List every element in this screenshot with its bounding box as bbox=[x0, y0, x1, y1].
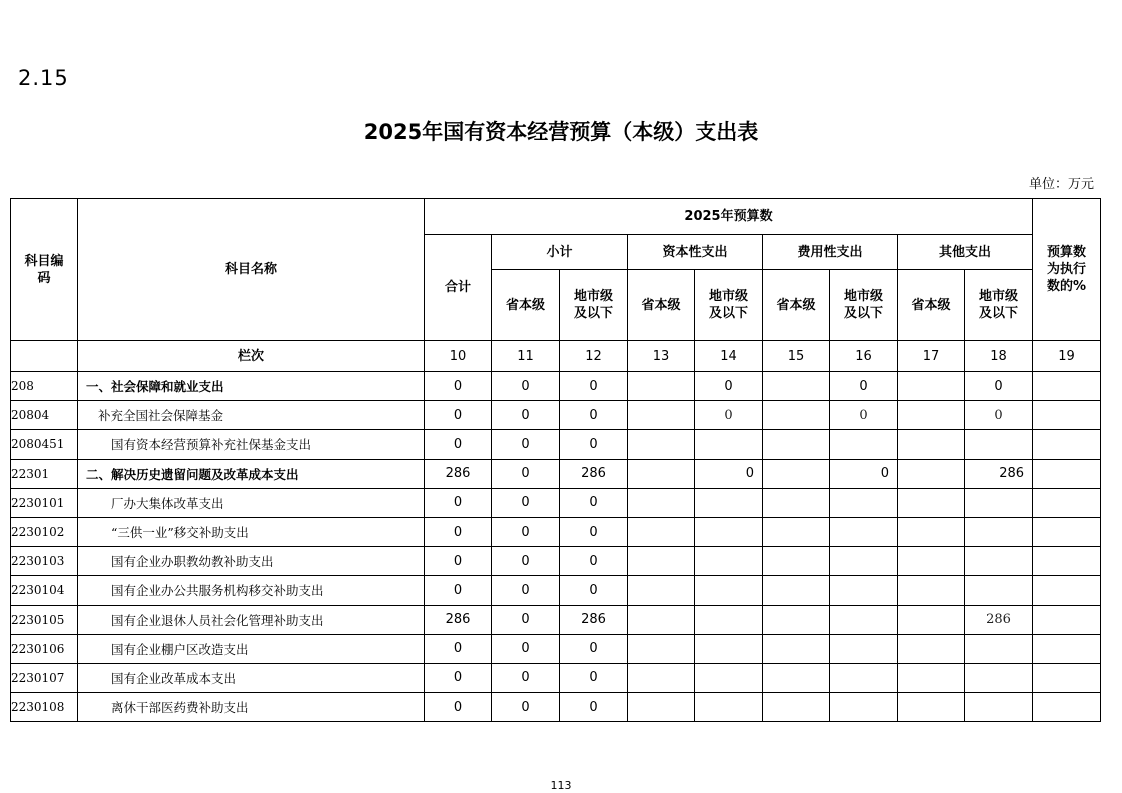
column-index-cell: 10 bbox=[425, 341, 492, 372]
row-value-col-17 bbox=[898, 634, 965, 663]
row-value-col-19 bbox=[1033, 605, 1101, 634]
column-index-cell: 11 bbox=[492, 341, 560, 372]
row-value-col-16 bbox=[830, 517, 898, 546]
row-value-col-18: 286 bbox=[965, 605, 1033, 634]
row-value-col-13 bbox=[628, 372, 695, 401]
row-value-col-12: 0 bbox=[560, 634, 628, 663]
row-value-col-13 bbox=[628, 693, 695, 722]
column-index-label: 栏次 bbox=[78, 341, 425, 372]
row-value-col-13 bbox=[628, 663, 695, 692]
header-subtotal-municipal: 地市级及以下 bbox=[560, 270, 628, 341]
row-value-col-15 bbox=[763, 372, 830, 401]
row-value-col-16: 0 bbox=[830, 372, 898, 401]
row-code: 20804 bbox=[11, 401, 78, 430]
row-value-col-11: 0 bbox=[492, 459, 560, 488]
row-value-col-16 bbox=[830, 488, 898, 517]
row-value-col-13 bbox=[628, 576, 695, 605]
row-value-col-10: 0 bbox=[425, 372, 492, 401]
row-value-col-10: 0 bbox=[425, 634, 492, 663]
row-value-col-10: 286 bbox=[425, 459, 492, 488]
table-row bbox=[11, 693, 1101, 722]
row-value-col-15 bbox=[763, 517, 830, 546]
header-name: 科目名称 bbox=[78, 199, 425, 341]
row-value-col-14: 0 bbox=[695, 459, 763, 488]
row-name: 国有企业办职教幼教补助支出 bbox=[78, 547, 425, 576]
header-capital-municipal: 地市级及以下 bbox=[695, 270, 763, 341]
row-value-col-15 bbox=[763, 459, 830, 488]
column-index-cell: 12 bbox=[560, 341, 628, 372]
row-value-col-19 bbox=[1033, 401, 1101, 430]
row-value-col-10: 0 bbox=[425, 576, 492, 605]
column-index-cell: 16 bbox=[830, 341, 898, 372]
row-name: 厂办大集体改革支出 bbox=[78, 488, 425, 517]
row-name: 国有企业办公共服务机构移交补助支出 bbox=[78, 576, 425, 605]
row-name: 二、解决历史遗留问题及改革成本支出 bbox=[78, 459, 425, 488]
row-value-col-15 bbox=[763, 547, 830, 576]
budget-table bbox=[10, 198, 1101, 722]
row-value-col-15 bbox=[763, 488, 830, 517]
row-value-col-14 bbox=[695, 634, 763, 663]
row-value-col-14 bbox=[695, 547, 763, 576]
row-value-col-14 bbox=[695, 693, 763, 722]
column-index-blank bbox=[11, 341, 78, 372]
row-code: 2230104 bbox=[11, 576, 78, 605]
header-ratio: 预算数为执行数的% bbox=[1033, 199, 1101, 341]
header-total: 合计 bbox=[425, 235, 492, 341]
row-value-col-13 bbox=[628, 459, 695, 488]
row-code: 2230102 bbox=[11, 517, 78, 546]
table-row bbox=[11, 459, 1101, 488]
row-name: 补充全国社会保障基金 bbox=[78, 401, 425, 430]
row-value-col-11: 0 bbox=[492, 372, 560, 401]
row-value-col-11: 0 bbox=[492, 576, 560, 605]
row-value-col-15 bbox=[763, 430, 830, 459]
row-value-col-10: 0 bbox=[425, 547, 492, 576]
header-other-provincial: 省本级 bbox=[898, 270, 965, 341]
row-name: “三供一业”移交补助支出 bbox=[78, 517, 425, 546]
row-name: 国有企业退休人员社会化管理补助支出 bbox=[78, 605, 425, 634]
row-value-col-17 bbox=[898, 430, 965, 459]
header-subtotal-provincial: 省本级 bbox=[492, 270, 560, 341]
row-value-col-11: 0 bbox=[492, 547, 560, 576]
table-row bbox=[11, 605, 1101, 634]
header-capital-provincial: 省本级 bbox=[628, 270, 695, 341]
row-value-col-18 bbox=[965, 663, 1033, 692]
row-value-col-15 bbox=[763, 663, 830, 692]
row-value-col-15 bbox=[763, 693, 830, 722]
column-index-cell: 17 bbox=[898, 341, 965, 372]
row-value-col-10: 0 bbox=[425, 663, 492, 692]
row-value-col-19 bbox=[1033, 488, 1101, 517]
row-value-col-12: 286 bbox=[560, 605, 628, 634]
row-name: 离休干部医药费补助支出 bbox=[78, 693, 425, 722]
header-code: 科目编码 bbox=[11, 199, 78, 341]
row-value-col-16 bbox=[830, 430, 898, 459]
row-value-col-10: 0 bbox=[425, 488, 492, 517]
row-value-col-18 bbox=[965, 693, 1033, 722]
row-code: 22301 bbox=[11, 459, 78, 488]
row-value-col-17 bbox=[898, 576, 965, 605]
header-other-municipal: 地市级及以下 bbox=[965, 270, 1033, 341]
row-name: 国有企业改革成本支出 bbox=[78, 663, 425, 692]
row-value-col-11: 0 bbox=[492, 693, 560, 722]
row-value-col-11: 0 bbox=[492, 517, 560, 546]
row-value-col-12: 286 bbox=[560, 459, 628, 488]
row-value-col-17 bbox=[898, 547, 965, 576]
row-value-col-13 bbox=[628, 547, 695, 576]
row-value-col-16 bbox=[830, 693, 898, 722]
row-value-col-16: 0 bbox=[830, 401, 898, 430]
row-value-col-17 bbox=[898, 488, 965, 517]
row-value-col-19 bbox=[1033, 517, 1101, 546]
table-row bbox=[11, 634, 1101, 663]
row-code: 2230103 bbox=[11, 547, 78, 576]
row-value-col-18 bbox=[965, 634, 1033, 663]
row-value-col-11: 0 bbox=[492, 605, 560, 634]
row-value-col-18 bbox=[965, 488, 1033, 517]
table-row bbox=[11, 488, 1101, 517]
row-value-col-17 bbox=[898, 372, 965, 401]
row-value-col-14 bbox=[695, 576, 763, 605]
row-value-col-13 bbox=[628, 634, 695, 663]
row-value-col-18: 0 bbox=[965, 372, 1033, 401]
unit-label: 单位：万元 bbox=[1028, 177, 1094, 192]
row-value-col-14: 0 bbox=[695, 401, 763, 430]
header-expense-provincial: 省本级 bbox=[763, 270, 830, 341]
column-index-row bbox=[11, 341, 1101, 372]
row-value-col-16: 0 bbox=[830, 459, 898, 488]
row-value-col-12: 0 bbox=[560, 517, 628, 546]
row-value-col-16 bbox=[830, 547, 898, 576]
row-value-col-12: 0 bbox=[560, 663, 628, 692]
row-value-col-11: 0 bbox=[492, 401, 560, 430]
row-name: 国有企业棚户区改造支出 bbox=[78, 634, 425, 663]
row-value-col-19 bbox=[1033, 547, 1101, 576]
row-code: 2230108 bbox=[11, 693, 78, 722]
row-value-col-10: 0 bbox=[425, 693, 492, 722]
row-value-col-11: 0 bbox=[492, 488, 560, 517]
row-value-col-19 bbox=[1033, 693, 1101, 722]
row-value-col-13 bbox=[628, 430, 695, 459]
row-value-col-16 bbox=[830, 605, 898, 634]
row-value-col-18 bbox=[965, 517, 1033, 546]
row-value-col-18 bbox=[965, 576, 1033, 605]
table-body bbox=[11, 372, 1101, 722]
row-code: 2230106 bbox=[11, 634, 78, 663]
row-value-col-14 bbox=[695, 488, 763, 517]
row-value-col-19 bbox=[1033, 459, 1101, 488]
row-value-col-15 bbox=[763, 605, 830, 634]
page-number: 113 bbox=[550, 779, 572, 792]
column-index-cell: 13 bbox=[628, 341, 695, 372]
row-value-col-11: 0 bbox=[492, 634, 560, 663]
row-code: 2080451 bbox=[11, 430, 78, 459]
row-code: 2230107 bbox=[11, 663, 78, 692]
page-title: 2025年国有资本经营预算（本级）支出表 bbox=[363, 120, 759, 144]
row-value-col-14 bbox=[695, 517, 763, 546]
row-name: 一、社会保障和就业支出 bbox=[78, 372, 425, 401]
row-value-col-12: 0 bbox=[560, 576, 628, 605]
row-value-col-17 bbox=[898, 517, 965, 546]
header-other: 其他支出 bbox=[898, 235, 1033, 270]
row-value-col-10: 0 bbox=[425, 401, 492, 430]
row-value-col-17 bbox=[898, 459, 965, 488]
table-row bbox=[11, 663, 1101, 692]
row-value-col-15 bbox=[763, 401, 830, 430]
row-value-col-19 bbox=[1033, 576, 1101, 605]
row-code: 208 bbox=[11, 372, 78, 401]
section-number: 2.15 bbox=[18, 66, 69, 90]
row-value-col-11: 0 bbox=[492, 430, 560, 459]
row-value-col-12: 0 bbox=[560, 547, 628, 576]
header-expense-municipal: 地市级及以下 bbox=[830, 270, 898, 341]
table-row bbox=[11, 430, 1101, 459]
table-row bbox=[11, 372, 1101, 401]
row-value-col-15 bbox=[763, 576, 830, 605]
table-row bbox=[11, 576, 1101, 605]
row-value-col-10: 0 bbox=[425, 430, 492, 459]
row-value-col-19 bbox=[1033, 663, 1101, 692]
row-value-col-11: 0 bbox=[492, 663, 560, 692]
row-value-col-19 bbox=[1033, 430, 1101, 459]
row-name: 国有资本经营预算补充社保基金支出 bbox=[78, 430, 425, 459]
row-value-col-18 bbox=[965, 547, 1033, 576]
row-value-col-12: 0 bbox=[560, 693, 628, 722]
header-capital: 资本性支出 bbox=[628, 235, 763, 270]
row-value-col-12: 0 bbox=[560, 430, 628, 459]
row-value-col-17 bbox=[898, 693, 965, 722]
row-value-col-14: 0 bbox=[695, 372, 763, 401]
column-index-cell: 15 bbox=[763, 341, 830, 372]
row-value-col-17 bbox=[898, 663, 965, 692]
row-value-col-12: 0 bbox=[560, 372, 628, 401]
row-code: 2230105 bbox=[11, 605, 78, 634]
table-row bbox=[11, 547, 1101, 576]
row-value-col-13 bbox=[628, 605, 695, 634]
table-row bbox=[11, 401, 1101, 430]
row-value-col-17 bbox=[898, 605, 965, 634]
column-index-cell: 19 bbox=[1033, 341, 1101, 372]
header-subtotal: 小计 bbox=[492, 235, 628, 270]
header-expense: 费用性支出 bbox=[763, 235, 898, 270]
row-value-col-14 bbox=[695, 605, 763, 634]
row-value-col-13 bbox=[628, 517, 695, 546]
row-value-col-13 bbox=[628, 401, 695, 430]
row-value-col-16 bbox=[830, 576, 898, 605]
row-value-col-12: 0 bbox=[560, 401, 628, 430]
row-value-col-14 bbox=[695, 663, 763, 692]
row-code: 2230101 bbox=[11, 488, 78, 517]
row-value-col-18: 286 bbox=[965, 459, 1033, 488]
table-row bbox=[11, 517, 1101, 546]
row-value-col-10: 286 bbox=[425, 605, 492, 634]
row-value-col-16 bbox=[830, 663, 898, 692]
row-value-col-17 bbox=[898, 401, 965, 430]
row-value-col-19 bbox=[1033, 634, 1101, 663]
column-index-cell: 14 bbox=[695, 341, 763, 372]
row-value-col-12: 0 bbox=[560, 488, 628, 517]
column-index-cell: 18 bbox=[965, 341, 1033, 372]
header-budget-group: 2025年预算数 bbox=[425, 199, 1033, 235]
row-value-col-10: 0 bbox=[425, 517, 492, 546]
row-value-col-13 bbox=[628, 488, 695, 517]
row-value-col-16 bbox=[830, 634, 898, 663]
row-value-col-14 bbox=[695, 430, 763, 459]
row-value-col-15 bbox=[763, 634, 830, 663]
row-value-col-19 bbox=[1033, 372, 1101, 401]
row-value-col-18: 0 bbox=[965, 401, 1033, 430]
row-value-col-18 bbox=[965, 430, 1033, 459]
